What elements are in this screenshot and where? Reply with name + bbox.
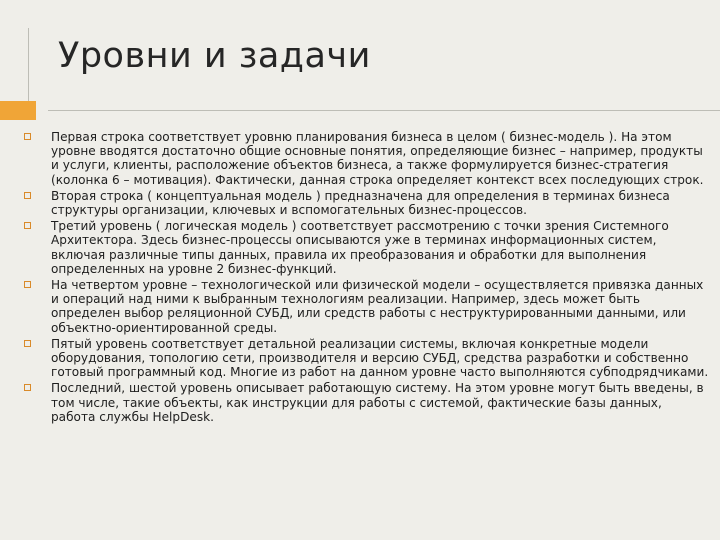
bullet-list [22,130,710,426]
hollow-square-bullet-icon [24,384,31,391]
hollow-square-bullet-icon [24,222,31,229]
hollow-square-bullet-icon [24,192,31,199]
list-item [22,278,710,335]
hollow-square-bullet-icon [24,340,31,347]
hollow-square-bullet-icon [24,133,31,140]
accent-bar [0,101,36,120]
list-item [22,381,710,424]
list-item [22,219,710,276]
horizontal-rule [48,110,720,111]
list-item-text: Последний, шестой уровень описывает работающую систему. На этом уровне могут быть введены, в том числе, такие объекты, как инструкции для работы с системой, фактические базы данных, работа службы HelpDesk. [51,381,704,424]
list-item [22,130,710,187]
list-item-text: На четвертом уровне – технологической или физической модели – осуществляется привязка данных и операций над ними к выбранным технологиям реализации. Например, здесь может быть определен выбор реляционной СУБД, или средств работы с неструктурированными данными, или объектно-ориентированной среды. [51,278,704,335]
slide-title: Уровни и задачи [58,36,371,76]
hollow-square-bullet-icon [24,281,31,288]
list-item-text: Вторая строка ( концептуальная модель ) предназначена для определения в терминах бизнеса структуры организации, ключевых и вспомогательных бизнес-процессов. [51,188,670,218]
list-item-text: Пятый уровень соответствует детальной реализации системы, включая конкретные модели оборудования, топологию сети, производителя и версию СУБД, средства разработки и собственно готовый программный код. Многие из работ на данном уровне часто выполняются субподрядчиками. [51,336,709,380]
list-item-text: Третий уровень ( логическая модель ) соответствует рассмотрению с точки зрения Системного Архитектора. Здесь бизнес-процессы описываются уже в терминах информационных систем, включая различные типы данных, правила их преобразования и обработки для выполнения определенных на уровне 2 бизнес-функций. [51,219,669,276]
list-item [22,337,710,380]
list-item-text: Первая строка соответствует уровню планирования бизнеса в целом ( бизнес-модель ). На этом уровне вводятся достаточно общие основные понятия, определяющие бизнес – например, продукты и услуги, клиенты, расположение объектов бизнеса, а также формулируется бизнес-стратегия (колонка 6 – мотивация). Фактически, данная строка определяет контекст всех последующих строк. [51,130,704,187]
list-item [22,189,710,217]
